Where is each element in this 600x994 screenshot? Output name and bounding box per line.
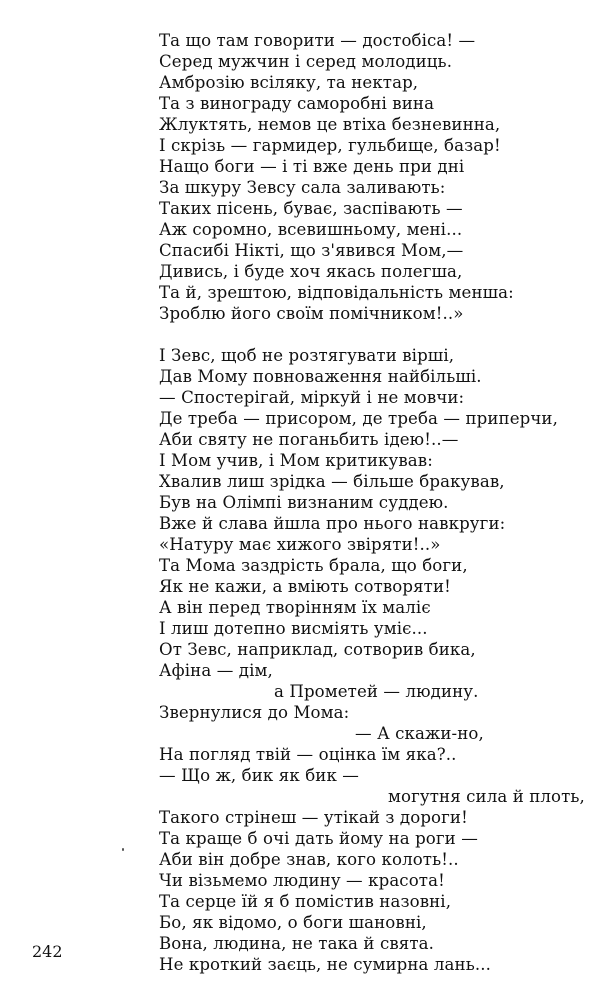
poem-line: За шкуру Зевсу сала заливають: — [159, 178, 446, 197]
poem-line: Жлуктять, немов це втіха безневинна, — [159, 115, 501, 134]
poem-line: Та що там говорити — достобіса! — — [159, 31, 476, 50]
poem-line: Вже й слава йшла про нього навкруги: — [159, 514, 506, 533]
poem-line: Як не кажи, а вміють сотворяти! — [159, 577, 451, 596]
poem-line: Такого стрінеш — утікай з дороги! — [159, 808, 468, 827]
poem-line: Дивись, і буде хоч якась полегша, — [159, 262, 463, 281]
poem-line: Аби він добре знав, кого колоть!.. — [159, 850, 459, 869]
poem-line: Та Мома заздрість брала, що боги, — [159, 556, 468, 575]
print-speck — [122, 848, 124, 851]
poem-line: могутня сила й плоть, — [388, 787, 585, 806]
poem-line: Де треба — присором, де треба — приперчи, — [159, 409, 558, 428]
poem-line: Вона, людина, не така й свята. — [159, 934, 435, 953]
poem-line: Дав Мому повноваження найбільші. — [159, 367, 482, 386]
poem-line: І Зевс, щоб не розтягувати вірші, — [159, 346, 455, 365]
poem-line: Та краще б очі дать йому на роги — — [159, 829, 478, 848]
poem-line: Серед мужчин і серед молодиць. — [159, 52, 453, 71]
poem-line: Аби святу не поганьбить ідею!..— — [159, 430, 459, 449]
poem-line: Бо, як відомо, о боги шановні, — [159, 913, 427, 932]
poem-line: Спасибі Нікті, що з'явився Мом,— — [159, 241, 464, 260]
poem-line: І Мом учив, і Мом критикував: — [159, 451, 433, 470]
poem-line: — Спостерігай, міркуй і не мовчи: — [159, 388, 465, 407]
poem-line: Та з винограду саморобні вина — [159, 94, 435, 113]
stanza — [159, 345, 585, 975]
poem-line: Був на Олімпі визнаним суддею. — [159, 493, 449, 512]
stanza — [159, 30, 579, 324]
poem-line: а Прометей — людину. — [274, 682, 479, 701]
poem-line: Та серце їй я б помістив назовні, — [159, 892, 452, 911]
poem-line: От Зевс, наприклад, сотворив бика, — [159, 640, 476, 659]
poem-line: Не кроткий заєць, не сумирна лань... — [159, 955, 491, 974]
poem-line: — А скажи-но, — [355, 724, 484, 743]
poem-line: Амброзію всіляку, та нектар, — [159, 73, 419, 92]
poem-line: — Що ж, бик як бик — — [159, 766, 359, 785]
poem-line: І скрізь — гармидер, гульбище, базар! — [159, 136, 501, 155]
poem-line: Та й, зрештою, відповідальність менша: — [159, 283, 514, 302]
poem-line: На погляд твій — оцінка їм яка?.. — [159, 745, 457, 764]
poem-line: Звернулися до Мома: — [159, 703, 350, 722]
poem-body — [159, 30, 585, 975]
poem-line: Хвалив лиш зрідка — більше бракував, — [159, 472, 505, 491]
poem-line: І лиш дотепно висміять уміє... — [159, 619, 428, 638]
poem-line: А він перед творінням їх маліє — [159, 598, 431, 617]
page-number: 242 — [32, 942, 63, 961]
poem-line: Афіна — дім, — [159, 661, 273, 680]
poem-line: Нащо боги — і ті вже день при дні — [159, 157, 465, 176]
poem-line: Зроблю його своїм помічником!..» — [159, 304, 464, 323]
poem-line: Аж соромно, всевишньому, мені... — [159, 220, 463, 239]
poem-line: Чи візьмемо людину — красота! — [159, 871, 445, 890]
poem-line: Таких пісень, буває, заспівають — — [159, 199, 463, 218]
poem-line: «Натуру має хижого звіряти!..» — [159, 535, 441, 554]
